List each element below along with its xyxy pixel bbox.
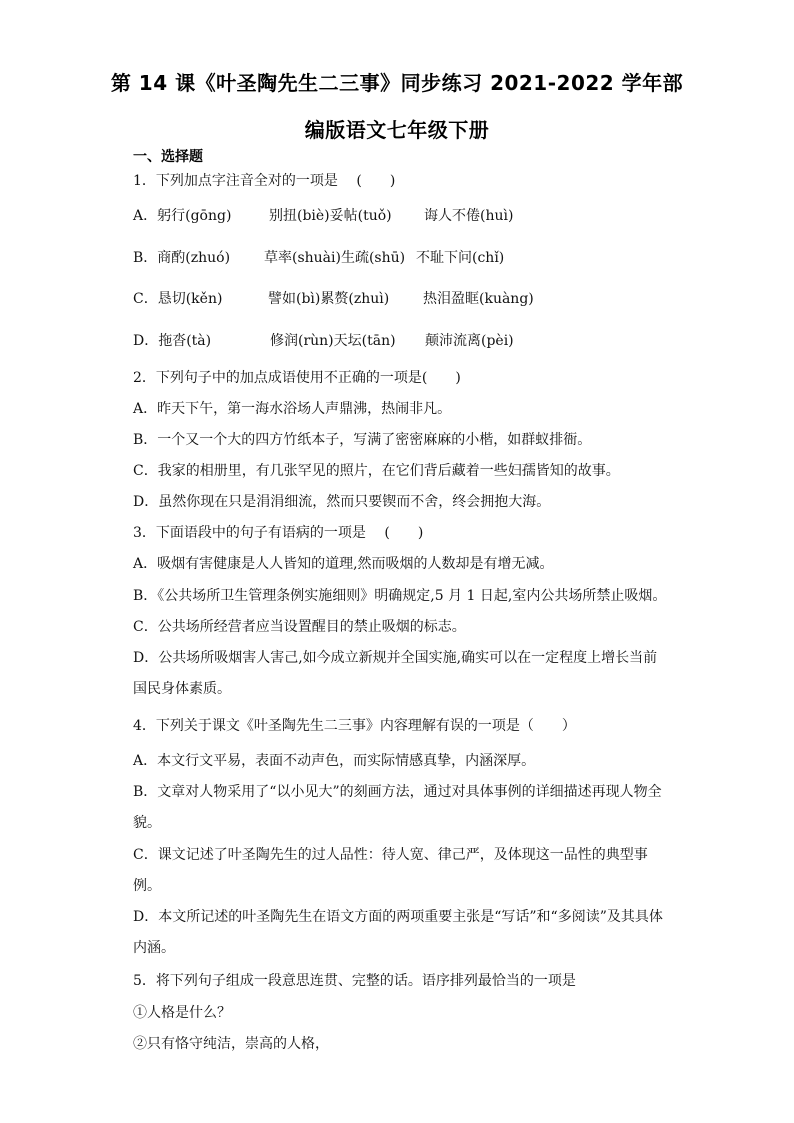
option-col: 别扭(biè)妥帖(tuǒ) [269, 208, 392, 224]
question-4-option-c[interactable]: C．课文记述了叶圣陶先生的过人品性：待人宽、律己严，及体现这一品性的典型事 [133, 847, 648, 863]
option-col: 修润(rùn)天坛(tān) [270, 333, 396, 349]
option-col: C．恳切(kěn) [133, 291, 223, 307]
question-5-item-2: ②只有恪守纯洁，崇高的人格， [133, 1036, 329, 1052]
question-4-option-b-cont: 貌。 [133, 815, 161, 831]
option-col: 不耻下问(chǐ) [416, 250, 505, 266]
question-5-item-1: ①人格是什么？ [133, 1005, 231, 1021]
question-2-option-b[interactable]: B．一个又一个大的四方竹纸本子，写满了密密麻麻的小楷，如群蚁排衙。 [133, 432, 592, 448]
option-col: B．商酌(zhuó) [133, 250, 231, 266]
question-2-option-d[interactable]: D．虽然你现在只是涓涓细流，然而只要锲而不舍，终会拥抱大海。 [133, 494, 551, 510]
question-3-option-d-cont: 国民身体素质。 [133, 681, 231, 697]
option-col: 譬如(bì)累赘(zhuì) [268, 291, 390, 307]
question-3-option-b[interactable]: B．《公共场所卫生管理条例实施细则》明确规定,5 月 1 日起,室内公共场所禁止吸烟。 [133, 588, 667, 604]
option-col: 诲人不倦(huì) [424, 208, 514, 224]
question-4-option-b[interactable]: B．文章对人物采用了“以小见大”的刻画方法，通过对具体事例的详细描述再现人物全 [133, 784, 662, 800]
question-4-option-a[interactable]: A．本文行文平易，表面不动声色，而实际情感真挚，内涵深厚。 [133, 753, 536, 769]
question-4-option-d-cont: 内涵。 [133, 940, 175, 956]
question-4-stem: 4．下列关于课文《叶圣陶先生二三事》内容理解有误的一项是（ ） [133, 718, 576, 734]
document-title-line2: 编版语文七年级下册 [304, 118, 490, 142]
question-2-option-c[interactable]: C．我家的相册里，有几张罕见的照片，在它们背后藏着一些妇孺皆知的故事。 [133, 463, 620, 479]
option-col: D．拖沓(tà) [133, 333, 212, 349]
question-3-stem: 3．下面语段中的句子有语病的一项是 ( ) [133, 525, 424, 541]
section-heading: 一、选择题 [133, 149, 203, 165]
question-3-option-c[interactable]: C．公共场所经营者应当设置醒目的禁止吸烟的标志。 [133, 619, 466, 635]
question-1-stem: 1．下列加点字注音全对的一项是 ( ) [133, 173, 396, 189]
option-col: A．躬行(gōng) [133, 208, 232, 224]
document-title-line1: 第 14 课《叶圣陶先生二三事》同步练习 2021-2022 学年部 [110, 71, 684, 95]
question-4-option-c-cont: 例。 [133, 878, 161, 894]
question-4-option-d[interactable]: D．本文所记述的叶圣陶先生在语文方面的两项重要主张是“写话”和“多阅读”及其具体 [133, 909, 663, 925]
question-5-stem: 5．将下列句子组成一段意思连贯、完整的话。语序排列最恰当的一项是 [133, 973, 576, 989]
option-col: 草率(shuài)生疏(shū) [264, 250, 406, 266]
question-3-option-a[interactable]: A．吸烟有害健康是人人皆知的道理,然而吸烟的人数却是有增无减。 [133, 556, 554, 572]
option-col: 颠沛流离(pèi) [425, 333, 514, 349]
option-col: 热泪盈眶(kuàng) [423, 291, 534, 307]
question-3-option-d[interactable]: D．公共场所吸烟害人害己,如今成立新规并全国实施,确实可以在一定程度上增长当前 [133, 650, 658, 666]
question-2-option-a[interactable]: A．昨天下午，第一海水浴场人声鼎沸，热闹非凡。 [133, 401, 452, 417]
question-2-stem: 2．下列句子中的加点成语使用不正确的一项是( ) [133, 370, 461, 386]
